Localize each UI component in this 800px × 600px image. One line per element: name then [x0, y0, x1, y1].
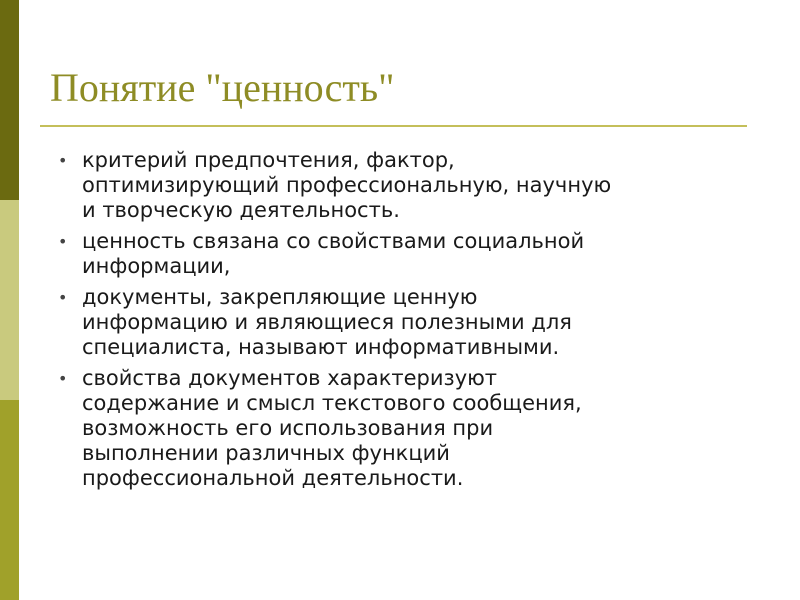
- bullet-list: [58, 148, 758, 497]
- bullet-text-line: профессиональной деятельности.: [82, 466, 464, 490]
- bullet-item: [58, 366, 758, 491]
- sidebar-segment-mid: [0, 400, 19, 600]
- slide-title: Понятие "ценность": [50, 65, 395, 110]
- bullet-item: [58, 229, 758, 279]
- bullet-text-line: критерий предпочтения, фактор,: [82, 148, 455, 172]
- bullet-text-line: документы, закрепляющие ценную: [82, 285, 478, 309]
- bullet-text-line: информации,: [82, 254, 231, 278]
- bullet-item: [58, 148, 758, 223]
- sidebar-segment-light: [0, 200, 19, 400]
- bullet-text-line: возможность его использования при: [82, 416, 494, 440]
- bullet-icon: •: [58, 288, 68, 307]
- bullet-item: [58, 285, 758, 360]
- bullet-text-line: выполнении различных функций: [82, 441, 450, 465]
- sidebar-accent-bar: [0, 0, 19, 600]
- sidebar-segment-dark: [0, 0, 19, 200]
- bullet-text-line: свойства документов характеризуют: [82, 366, 498, 390]
- bullet-icon: •: [58, 232, 68, 251]
- bullet-text-line: специалиста, называют информативными.: [82, 335, 560, 359]
- bullet-text-line: и творческую деятельность.: [82, 198, 400, 222]
- bullet-icon: •: [58, 369, 68, 388]
- bullet-text-line: информацию и являющиеся полезными для: [82, 310, 572, 334]
- bullet-text-line: оптимизирующий профессиональную, научную: [82, 173, 612, 197]
- title-underline: [40, 125, 747, 127]
- bullet-icon: •: [58, 151, 68, 170]
- bullet-text-line: содержание и смысл текстового сообщения,: [82, 391, 582, 415]
- bullet-text-line: ценность связана со свойствами социальной: [82, 229, 585, 253]
